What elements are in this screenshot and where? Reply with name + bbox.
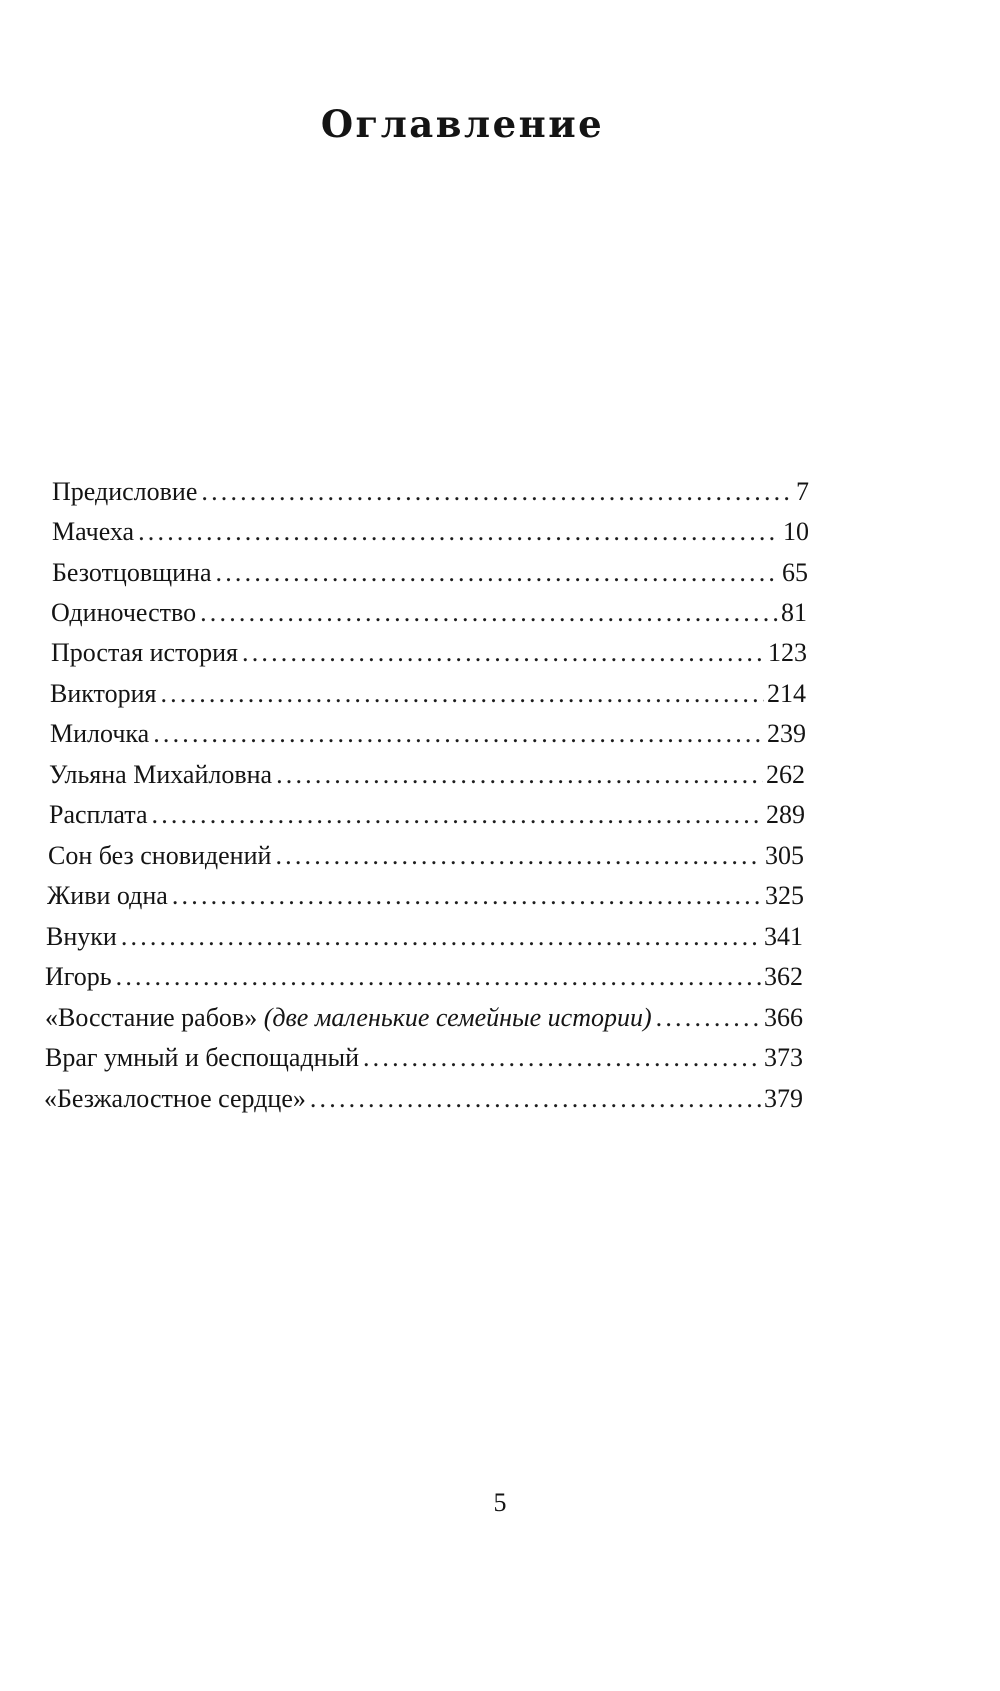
dot-leader: [200, 593, 778, 633]
toc-entry[interactable]: [46, 917, 803, 957]
dot-leader: [172, 876, 762, 916]
toc-entry-page: 7: [796, 477, 809, 506]
toc-entry-title: Внуки: [46, 922, 117, 951]
toc-entry-title: Милочка: [50, 719, 150, 748]
toc-entry-page: 379: [764, 1084, 803, 1113]
toc-entry[interactable]: [47, 876, 804, 916]
page-number: 5: [493, 1488, 507, 1517]
toc-entry-page: 373: [764, 1043, 803, 1072]
toc-entry[interactable]: [50, 714, 806, 754]
toc-entry[interactable]: [52, 553, 808, 593]
toc-entry-title: Сон без сновидений: [48, 841, 272, 870]
toc-entry[interactable]: [52, 472, 809, 512]
toc-entry[interactable]: [45, 957, 803, 997]
dot-leader: [121, 917, 761, 957]
toc-entry-title: Виктория: [50, 679, 157, 708]
toc-entry-title: Игорь: [45, 962, 112, 991]
toc-entry-page: 10: [783, 517, 809, 546]
toc-entry[interactable]: [45, 1038, 803, 1078]
toc-entry[interactable]: [49, 755, 805, 795]
toc-entry[interactable]: [51, 593, 807, 633]
toc-entry[interactable]: [49, 795, 805, 835]
dot-leader: [242, 633, 765, 673]
toc-entry-title: Одиночество: [51, 598, 197, 627]
toc-entry-page: 289: [766, 800, 805, 829]
toc-entry-page: 214: [767, 679, 806, 708]
toc-entry-page: 123: [768, 638, 807, 667]
dot-leader: [153, 714, 764, 754]
toc-entry-page: 362: [764, 962, 803, 991]
toc-entry-page: 239: [767, 719, 806, 748]
toc-entry[interactable]: [48, 836, 804, 876]
toc-entry-title: Расплата: [49, 800, 148, 829]
toc-entry-title: Предисловие: [52, 477, 198, 506]
toc-entry-page: 341: [764, 922, 803, 951]
toc-entry-title: [45, 998, 652, 1038]
page-title: Оглавление: [320, 102, 605, 146]
dot-leader: [363, 1038, 761, 1078]
toc-entry[interactable]: [51, 633, 807, 673]
toc-entry-title-main: «Восстание рабов»: [45, 1003, 258, 1032]
dot-leader: [152, 795, 763, 835]
dot-leader: [116, 957, 761, 997]
toc-entry[interactable]: [52, 512, 809, 552]
dot-leader: [656, 998, 761, 1038]
dot-leader: [138, 512, 780, 552]
toc-entry[interactable]: [45, 998, 803, 1038]
toc-entry-page: 325: [765, 881, 804, 910]
toc-entry-page: 81: [781, 598, 807, 627]
dot-leader: [160, 674, 764, 714]
toc-entry[interactable]: [44, 1079, 803, 1119]
toc-entry-title: «Безжалостное сердце»: [44, 1084, 306, 1113]
toc-entry-subtitle: (две маленькие семейные истории): [263, 1003, 652, 1032]
toc-entry-title: Ульяна Михайловна: [49, 760, 273, 789]
toc-entry-title: Простая история: [51, 638, 238, 667]
dot-leader: [275, 836, 762, 876]
dot-leader: [276, 755, 763, 795]
toc-entry-page: 366: [764, 1003, 803, 1032]
toc-entry-title: Живи одна: [47, 881, 168, 910]
toc-entry-title: Враг умный и беспощадный: [45, 1043, 359, 1072]
toc-entry-page: 305: [765, 841, 804, 870]
toc-entry-title: Мачеха: [52, 517, 135, 546]
toc-entry-page: 262: [766, 760, 805, 789]
dot-leader: [201, 472, 793, 512]
toc-entry-title: Безотцовщина: [52, 558, 212, 587]
toc-entry[interactable]: [50, 674, 806, 714]
toc-entry-page: 65: [782, 558, 808, 587]
dot-leader: [310, 1079, 761, 1119]
dot-leader: [216, 553, 779, 593]
